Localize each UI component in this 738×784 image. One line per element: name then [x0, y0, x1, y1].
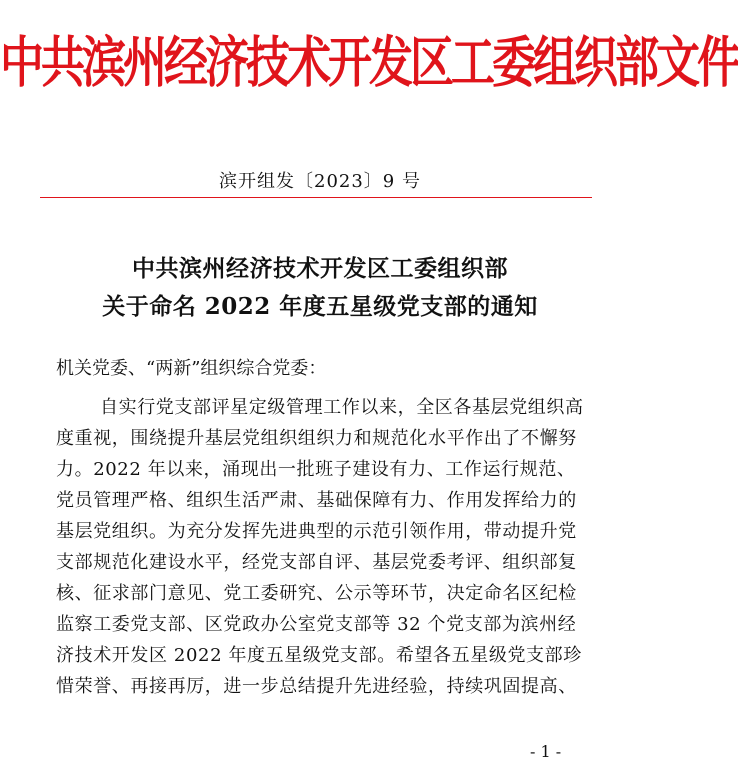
document-number: 滨开组发〔2023〕9 号 — [219, 171, 421, 192]
body-line: 基层党组织。为充分发挥先进典型的示范引领作用，带动提升党 — [56, 521, 577, 542]
body-text — [56, 392, 592, 702]
body-line: 惜荣誉、再接再厉，进一步总结提升先进经验，持续巩固提高、 — [56, 676, 577, 697]
body-line: 自实行党支部评星定级管理工作以来，全区各基层党组织高 — [100, 397, 584, 418]
body-line: 力。2022 年以来，涌现出一批班子建设有力、工作运行规范、 — [56, 459, 576, 480]
body-line: 支部规范化建设水平，经党支部自评、基层党委考评、组织部复 — [56, 552, 577, 573]
body-line: 济技术开发区 2022 年度五星级党支部。希望各五星级党支部珍 — [56, 645, 582, 666]
body-line: 党员管理严格、组织生活严肃、基础保障有力、作用发挥给力的 — [56, 490, 577, 511]
body-line: 监察工委党支部、区党政办公室党支部等 32 个党支部为滨州经 — [56, 614, 577, 635]
document-title-line-1: 中共滨州经济技术开发区工委组织部 — [132, 255, 508, 282]
page-number: - 1 - — [530, 742, 562, 761]
salutation: 机关党委、“两新”组织综合党委： — [56, 358, 327, 379]
body-line: 度重视，围绕提升基层党组织组织力和规范化水平作出了不懈努 — [56, 428, 577, 449]
document-masthead: 中共滨州经济技术开发区工委组织部文件 — [0, 31, 738, 96]
document-title-line-2: 关于命名 2022 年度五星级党支部的通知 — [102, 293, 538, 320]
body-line: 核、征求部门意见、党工委研究、公示等环节，决定命名区纪检 — [56, 583, 577, 604]
red-divider-line — [40, 197, 592, 198]
